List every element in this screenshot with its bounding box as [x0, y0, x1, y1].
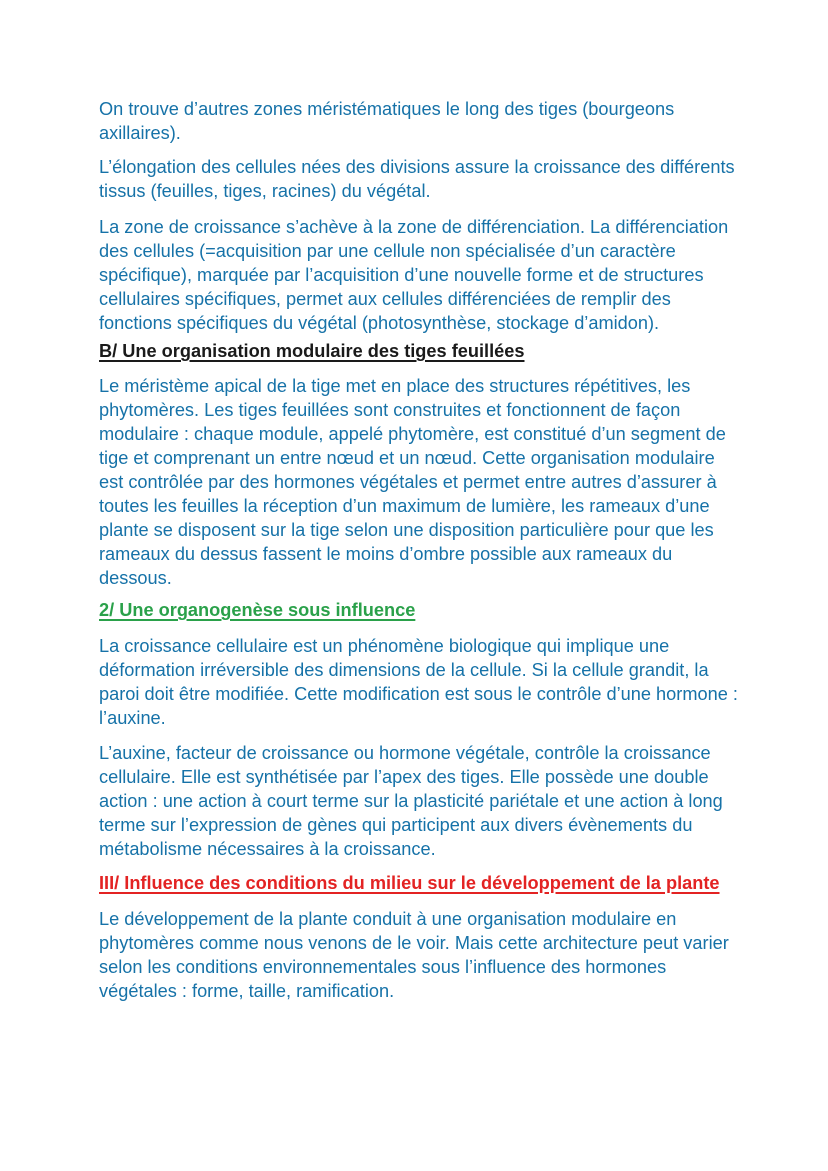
paragraph-auxin: L’auxine, facteur de croissance ou hormone végétale, contrôle la croissance cellulaire. Elle est synthétisée par l’apex des tiges. Elle possède une double action : une action à court terme sur la plasticité pariétale et une action à long terme sur l’expression de gènes qui participent aux divers évènements du métabolisme nécessaires à la croissance. [99, 743, 723, 859]
paragraph-elongation: L’élongation des cellules nées des divisions assure la croissance des différents tissus (feuilles, tiges, racines) du végétal. [99, 157, 735, 201]
document-body [99, 97, 739, 1014]
paragraph-cell-growth: La croissance cellulaire est un phénomène biologique qui implique une déformation irréversible des dimensions de la cellule. Si la cellule grandit, la paroi doit être modifiée. Cette modification est sous le contrôle d’une hormone : l’auxine. [99, 636, 738, 728]
paragraph-phytomeres: Le méristème apical de la tige met en place des structures répétitives, les phytomères. Les tiges feuillées sont construites et fonctionnent de façon modulaire : chaque module, appelé phytomère, est constitué d’un segment de tige et comprenant un entre nœud et un nœud. Cette organisation modulaire est contrôlée par des hormones végétales et permet entre autres d’assurer à toutes les feuilles la réception d’un maximum de lumière, les rameaux d’une plante se disposent sur la tige selon une disposition particulière pour que les rameaux du dessus fassent le moins d’ombre possible aux rameaux du dessous. [99, 376, 726, 588]
paragraph-differentiation: La zone de croissance s’achève à la zone de différenciation. La différenciation des cellules (=acquisition par une cellule non spécialisée d’un caractère spécifique), marquée par l’acquisition d’une nouvelle forme et de structures cellulaires spécifiques, permet aux cellules différenciées de remplir des fonctions spécifiques du végétal (photosynthèse, stockage d’amidon). [99, 217, 729, 333]
heading-organogenesis: 2/ Une organogenèse sous influence [99, 600, 416, 620]
paragraph-plant-architecture: Le développement de la plante conduit à une organisation modulaire en phytomères comme nous venons de le voir. Mais cette architecture peut varier selon les conditions environnementales sous l’influence des hormones végétales : forme, taille, ramification. [99, 909, 729, 1001]
paragraph-meristem-zones: On trouve d’autres zones méristématiques le long des tiges (bourgeons axillaires). [99, 99, 675, 143]
heading-environment-influence: III/ Influence des conditions du milieu sur le développement de la plante [99, 873, 720, 893]
heading-modular-organisation: B/ Une organisation modulaire des tiges feuillées [99, 341, 525, 361]
